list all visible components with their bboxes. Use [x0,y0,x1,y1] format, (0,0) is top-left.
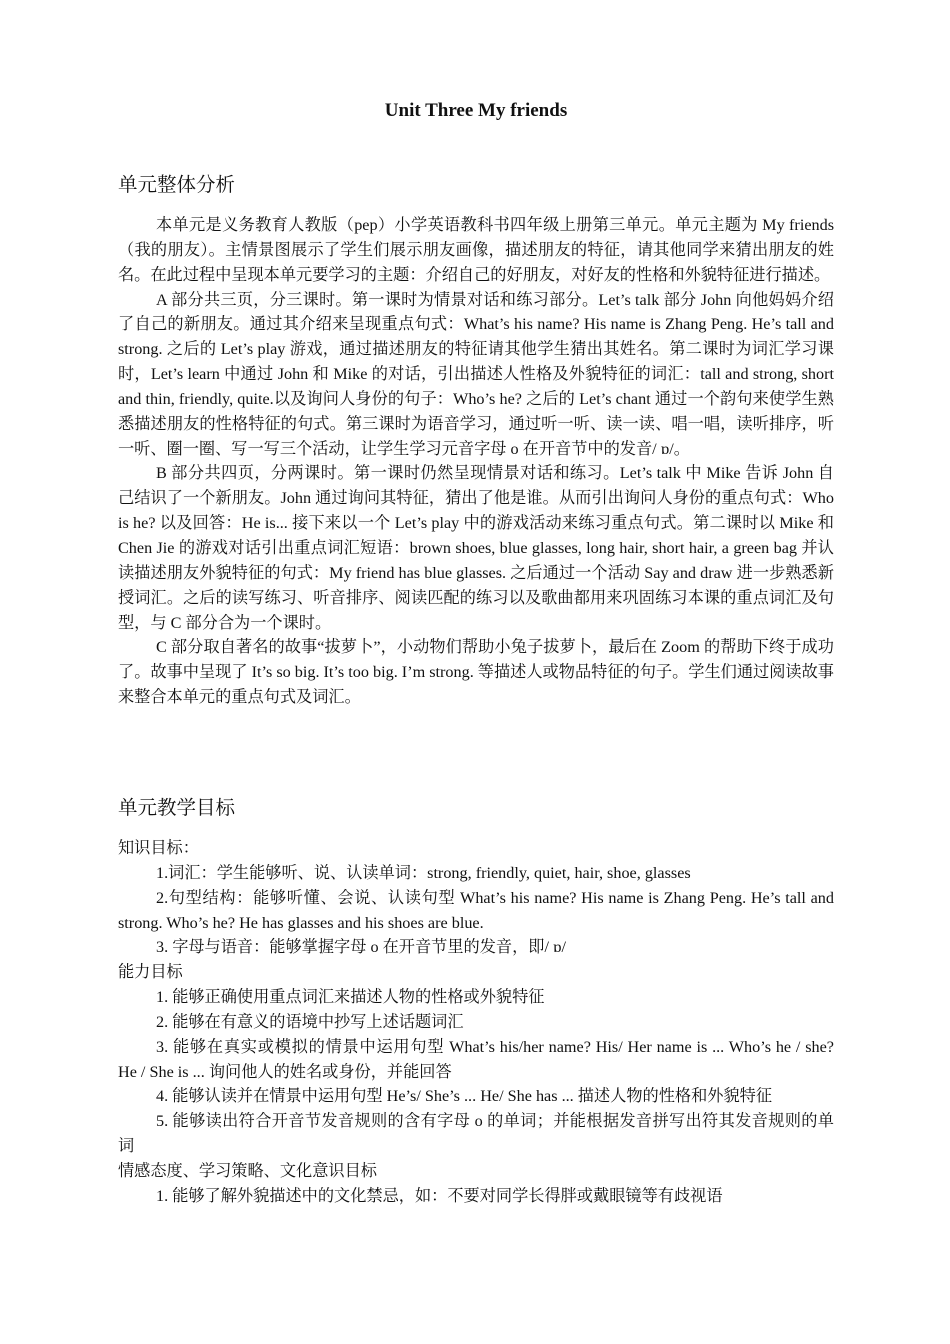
ability-goal-item: 5. 能够读出符合开音节发音规则的含有字母 o 的单词；并能根据发音拼写出符其发音规则的单词 [118,1112,834,1156]
ability-goals-label: 能力目标 [118,963,183,982]
knowledge-goal-item: 1.词汇：学生能够听、说、认读单词：strong, friendly, quiet, hair, shoe, glasses [156,863,691,882]
affect-goal-item: 1. 能够了解外貌描述中的文化禁忌，如：不要对同学长得胖或戴眼镜等有歧视语 [156,1186,723,1205]
knowledge-goals-label: 知识目标： [118,839,199,857]
affect-goals-label: 情感态度、学习策略、文化意识目标 [118,1161,377,1180]
ability-goal-item: 3. 能够在真实或模拟的情景中运用句型 What’s his/her name? His/ Her name is ... Who’s he / she? He / She is ... 询问他人的姓名或身份，并能回答 [118,1037,834,1081]
analysis-body [118,213,834,710]
ability-goal-item: 4. 能够认读并在情景中运用句型 He’s/ She’s ... He/ She has ... 描述人物的性格和外貌特征 [156,1087,773,1106]
analysis-paragraph-intro: 本单元是义务教育人教版（pep）小学英语教科书四年级上册第三单元。单元主题为 My friends（我的朋友）。主情景图展示了学生们展示朋友画像，描述朋友的特征，请其他同学来猜出朋友的姓名。在此过程中呈现本单元要学习的主题：介绍自己的好朋友，对好友的性格和外貌特征进行描述。 [118,216,834,284]
section-heading-analysis: 单元整体分析 [118,175,236,196]
analysis-paragraph-part-b: B 部分共四页，分两课时。第一课时仍然呈现情景对话和练习。Let’s talk 中 Mike 告诉 John 自己结识了一个新朋友。John 通过询问其特征，猜出了他是谁。从而引出询问人身份的重点句式：Who is he? 以及回答：He is... 接下来以一个 Let’s play 中的游戏活动来练习重点句式。第二课时以 Mike 和 Chen Jie 的游戏对话引出重点词汇短语：brown shoes, blue glasses, long hair, short hair, a green bag 并认读描述朋友外貌特征的句式：My friend has blue glasses. 之后通过一个活动 Say and draw 进一步熟悉新授词汇。之后的读写练习、听音排序、阅读匹配的练习以及歌曲都用来巩固练习本课的重点词汇及句型，与 C 部分合为一个课时。 [118,464,834,632]
section-heading-goals: 单元教学目标 [118,798,236,819]
knowledge-goal-item: 2.句型结构：能够听懂、会说、认读句型 What’s his name? His name is Zhang Peng. He’s tall and strong. Who’s he? He has glasses and his shoes are blue. [118,888,834,932]
ability-goal-item: 2. 能够在有意义的语境中抄写上述话题词汇 [156,1012,464,1031]
analysis-paragraph-part-c: C 部分取自著名的故事“拔萝卜”，小动物们帮助小兔子拔萝卜，最后在 Zoom 的帮助下终于成功了。故事中呈现了 It’s so big. It’s too big. I’m strong. 等描述人或物品特征的句子。学生们通过阅读故事来整合本单元的重点句式及词汇。 [118,638,834,707]
goals-body [118,836,834,1209]
ability-goal-item: 1. 能够正确使用重点词汇来描述人物的性格或外貌特征 [156,988,545,1007]
knowledge-goal-item: 3. 字母与语音：能够掌握字母 o 在开音节里的发音，即/ ɒ/ [156,938,567,957]
analysis-paragraph-part-a: A 部分共三页，分三课时。第一课时为情景对话和练习部分。Let’s talk 部分 John 向他妈妈介绍了自己的新朋友。通过其介绍来呈现重点句式：What’s his name? His name is Zhang Peng. He’s tall and strong. 之后的 Let’s play 游戏，通过描述朋友的特征请其他学生猜出其姓名。第二课时为词汇学习课时，Let’s learn 中通过 John 和 Mike 的对话，引出描述人性格及外貌特征的词汇：tall and strong, short and thin, friendly, quite.以及询问人身份的句子：Who’s he? 之后的 Let’s chant 通过一个韵句来使学生熟悉描述朋友的性格特征的句式。第三课时为语音学习，通过听一听、读一读、唱一唱，读听排序，听一听、圈一圈、写一写三个活动，让学生学习元音字母 o 在开音节中的发音/ ɒ/。 [118,290,834,458]
document-title: Unit Three My friends [384,100,568,121]
